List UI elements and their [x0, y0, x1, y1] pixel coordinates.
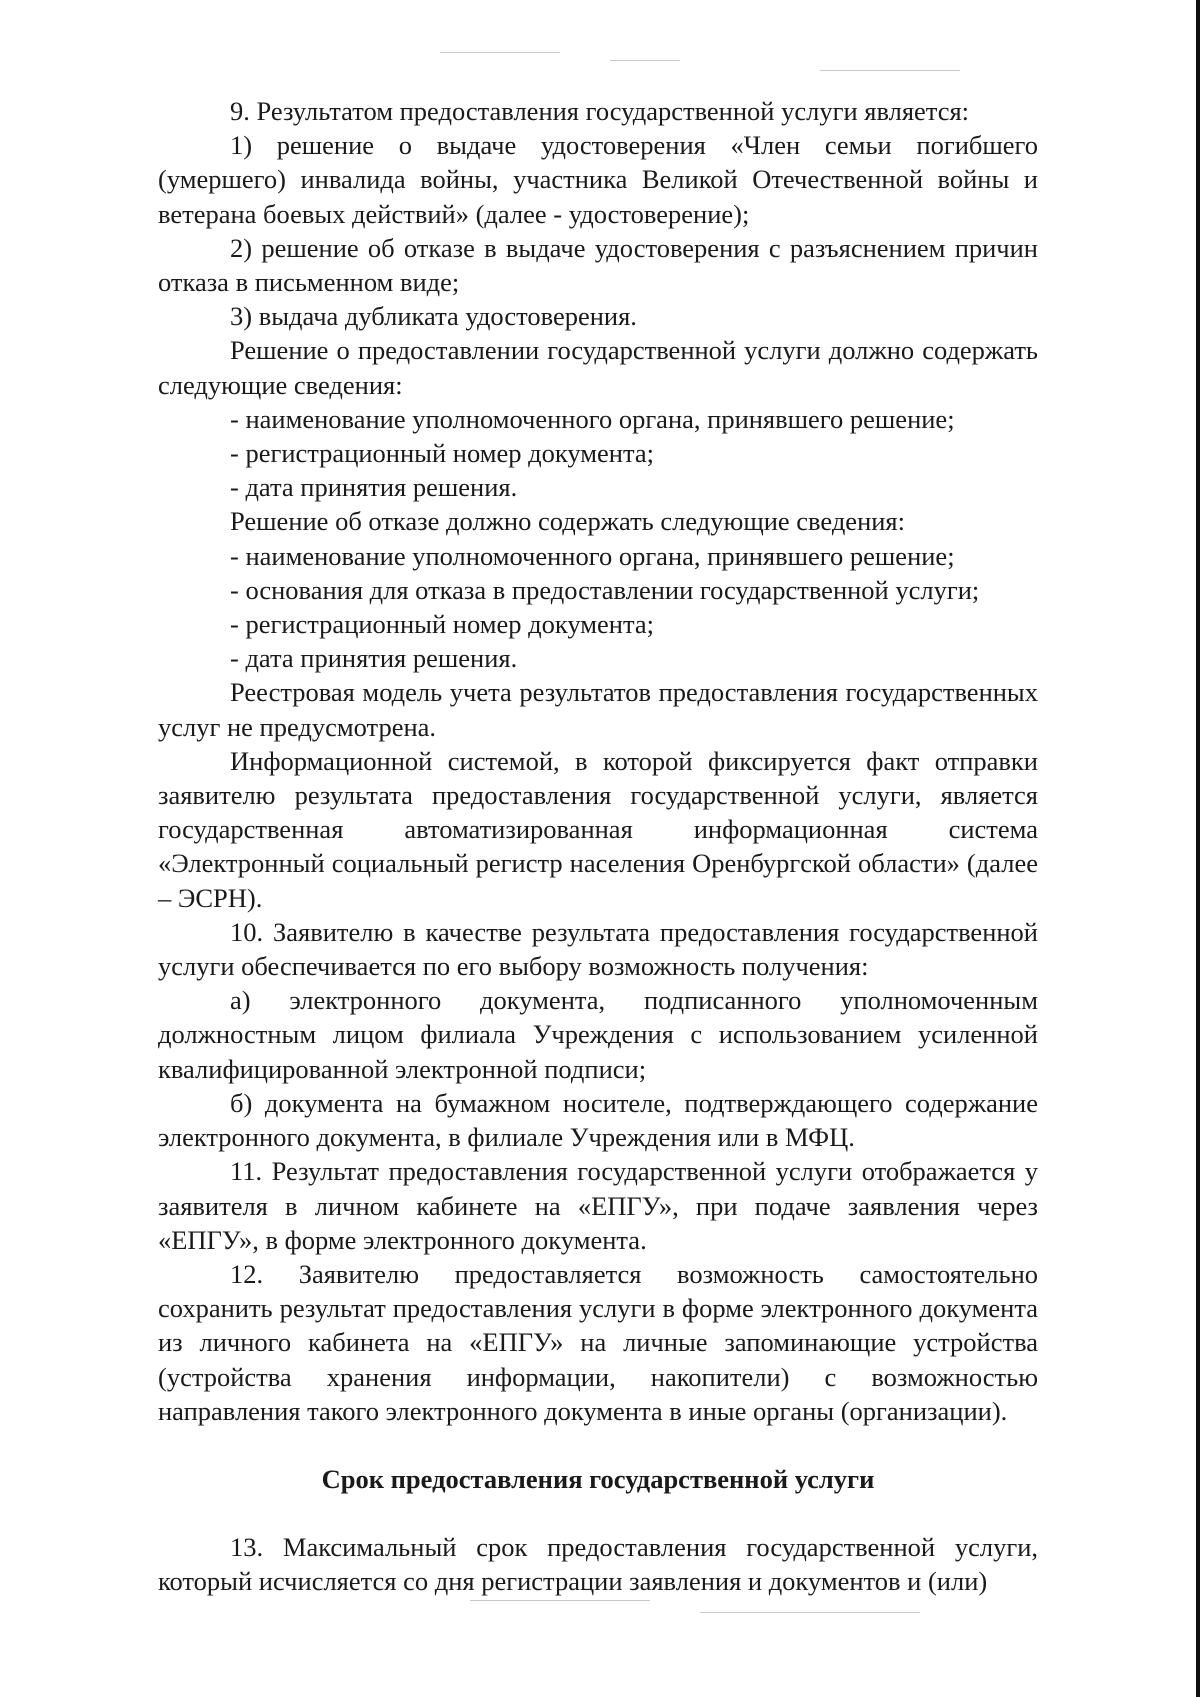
list-item: - наименование уполномоченного органа, принявшего решение; [230, 403, 955, 434]
paragraph-10-item-a: а) электронного документа, подписанного уполномоченным должностным лицом филиала Учреждения с использованием усиленной квалифицированной электронной подписи; [158, 985, 1038, 1084]
list-item: - основания для отказа в предоставлении государственной услуги; [230, 574, 980, 605]
list-item: - дата принятия решения. [230, 472, 518, 503]
paragraph-10-item-b: б) документа на бумажном носителе, подтверждающего содержание электронного документа, в филиале Учреждения или в МФЦ. [158, 1087, 1038, 1153]
registry-model-paragraph: Реестровая модель учета результатов предоставления государственных услуг не предусмотрена. [158, 677, 1038, 742]
paragraph-9-item-1: 1) решение о выдаче удостоверения «Член семьи погибшего (умершего) инвалида войны, участника Великой Отечественной войны и ветерана боевых действий» (далее - удостоверение); [158, 130, 1038, 229]
list-item: - регистрационный номер документа; [230, 609, 654, 640]
scan-noise [700, 1612, 920, 1613]
list-item: - регистрационный номер документа; [230, 438, 654, 469]
list-item: - дата принятия решения. [230, 643, 518, 674]
information-system-paragraph: Информационной системой, в которой фиксируется факт отправки заявителю результата предоставления государственной услуги, является государственная автоматизированная информационная система «Электронный социальный регистр населения Оренбургской области» (далее – ЭСРН). [158, 745, 1038, 913]
refusal-content-intro: Решение об отказе должно содержать следующие сведения: [230, 506, 905, 537]
scan-noise [820, 70, 960, 71]
document-page [158, 94, 1038, 1599]
paragraph-9: 9. Результатом предоставления государственной услуги является: [230, 96, 970, 126]
paragraph-9-item-2: 2) решение об отказе в выдаче удостоверения с разъяснением причин отказа в письменном виде; [158, 232, 1038, 298]
scan-noise [440, 52, 560, 53]
scan-noise [470, 1600, 650, 1601]
paragraph-13: 13. Максимальный срок предоставления государственной услуги, который исчисляется со дня регистрации заявления и документов и (или) [158, 1532, 1038, 1597]
paragraph-9-item-3: 3) выдача дубликата удостоверения. [230, 301, 637, 332]
scan-noise [610, 60, 680, 61]
paragraph-11: 11. Результат предоставления государственной услуги отображается у заявителя в личном кабинете на «ЕПГУ», при подаче заявления через «ЕПГУ», в форме электронного документа. [158, 1156, 1038, 1255]
paragraph-10: 10. Заявителю в качестве результата предоставления государственной услуги обеспечивается по его выбору возможность получения: [158, 916, 1038, 982]
paragraph-12: 12. Заявителю предоставляется возможность самостоятельно сохранить результат предоставления услуги в форме электронного документа из личного кабинета на «ЕПГУ» на личные запоминающие устройства (устройства хранения информации, накопители) с возможностью направления такого электронного документа в иные органы (организации). [158, 1258, 1038, 1426]
section-heading: Срок предоставления государственной услуги [321, 1463, 875, 1494]
decision-content-intro: Решение о предоставлении государственной услуги должно содержать следующие сведения: [158, 335, 1038, 400]
list-item: - наименование уполномоченного органа, принявшего решение; [230, 540, 955, 571]
scan-edge [1196, 0, 1200, 1697]
